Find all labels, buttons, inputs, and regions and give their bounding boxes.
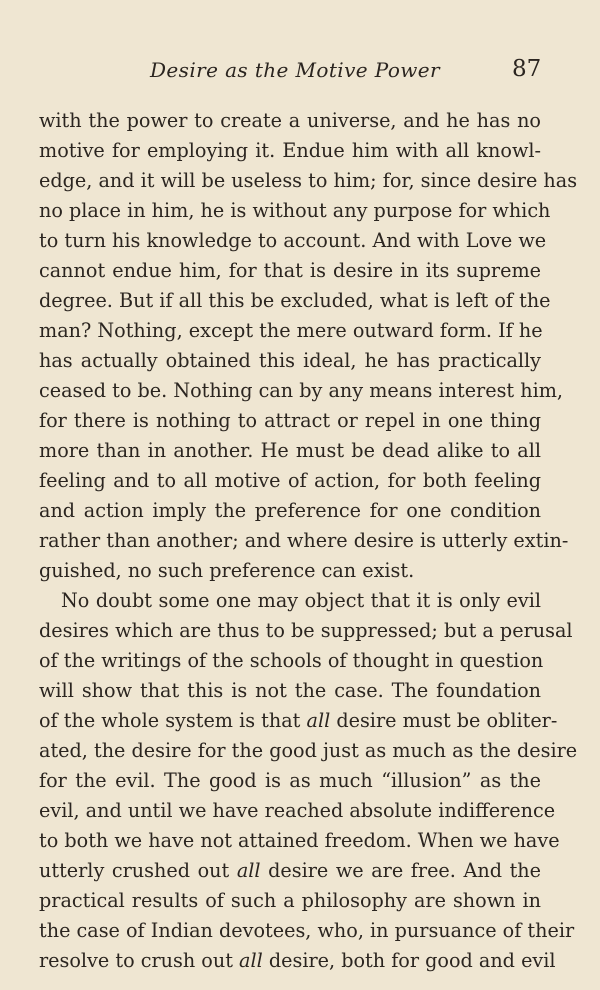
- paragraph-end-line: guished, no such preference can exist.: [39, 559, 415, 582]
- text-line: to turn his knowledge to account. And with Love we: [39, 229, 547, 252]
- emphasis: all: [236, 859, 261, 882]
- text-line: of the whole system is that all desire must be obliter-: [39, 709, 558, 732]
- text-line: with the power to create a universe, and he has no: [39, 109, 541, 132]
- text-line: desires which are thus to be suppressed; but a perusal: [39, 619, 573, 642]
- text-line: for the evil. The good is as much “illusion” as the: [39, 769, 541, 792]
- text-line: evil, and until we have reached absolute indifference: [39, 799, 556, 822]
- running-title: Desire as the Motive Power: [150, 58, 440, 82]
- text-line: has actually obtained this ideal, he has practically: [39, 349, 541, 372]
- text-line: utterly crushed out all desire we are free. And the: [39, 859, 541, 882]
- page-number: 87: [512, 56, 542, 82]
- text-line: ated, the desire for the good just as much as the desire: [39, 739, 578, 762]
- text-line: resolve to crush out all desire, both for good and evil: [39, 949, 556, 972]
- text-line: and action imply the preference for one condition: [39, 499, 541, 522]
- text-line: ceased to be. Nothing can by any means interest him,: [39, 379, 564, 402]
- text-line: edge, and it will be useless to him; for, since desire has: [39, 169, 578, 192]
- emphasis: all: [306, 709, 331, 732]
- text-line: the case of Indian devotees, who, in pursuance of their: [39, 919, 575, 942]
- text-line: cannot endue him, for that is desire in its supreme: [39, 259, 541, 282]
- text-line: motive for employing it. Endue him with all knowl-: [39, 139, 541, 162]
- text-line: practical results of such a philosophy are shown in: [39, 889, 541, 912]
- text-line: man? Nothing, except the mere outward form. If he: [39, 319, 543, 342]
- text-line: for there is nothing to attract or repel in one thing: [39, 409, 541, 432]
- text-line: feeling and to all motive of action, for both feeling: [39, 469, 541, 492]
- text-line: more than in another. He must be dead alike to all: [39, 439, 541, 462]
- text-line: no place in him, he is without any purpose for which: [39, 199, 551, 222]
- body-text: [39, 106, 578, 976]
- emphasis: all: [239, 949, 263, 972]
- text-line: will show that this is not the case. The foundation: [39, 679, 541, 702]
- paragraph-start-line: No doubt some one may object that it is only evil: [61, 589, 541, 612]
- text-line: of the writings of the schools of thought in question: [39, 649, 544, 672]
- text-line: degree. But if all this be excluded, what is left of the: [39, 289, 551, 312]
- running-head: [0, 58, 600, 88]
- text-line: to both we have not attained freedom. When we have: [39, 829, 560, 852]
- text-line: rather than another; and where desire is utterly extin-: [39, 529, 569, 552]
